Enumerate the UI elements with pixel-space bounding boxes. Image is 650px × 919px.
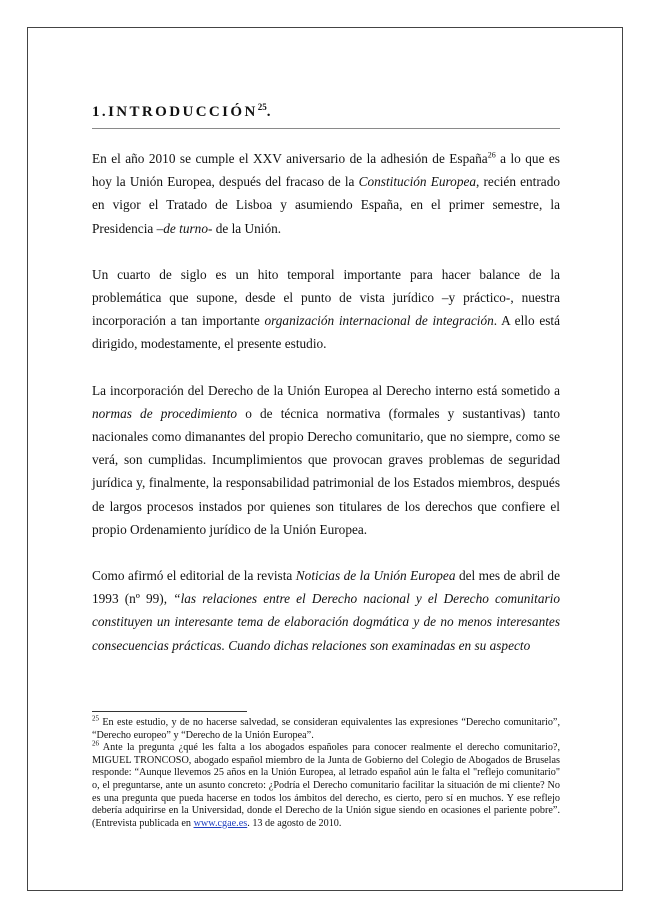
p1-text-a: En el año 2010 se cumple el XXV aniversario de la adhesión de España bbox=[92, 151, 488, 166]
p4-italic-1: Noticias de la Unión Europea bbox=[295, 568, 456, 584]
p1-text-c: , recién entrado en vigor el Tratado de Lisboa y asumiendo España, en el primer semestre, la Presidencia bbox=[92, 174, 560, 236]
footnote-26-tail: . 13 de agosto de 2010. bbox=[247, 817, 342, 829]
cgae-link[interactable]: www.cgae.es bbox=[193, 817, 248, 829]
section-heading bbox=[92, 98, 560, 121]
p1-italic-2: –de turno- bbox=[156, 220, 213, 236]
footnote-26-number: 26 bbox=[92, 739, 99, 748]
paragraph-2 bbox=[92, 263, 560, 356]
paragraph-4 bbox=[92, 564, 560, 657]
heading-trailing: . bbox=[266, 104, 273, 120]
p3-italic-1: normas de procedimiento bbox=[92, 405, 238, 421]
footnote-ref-26[interactable]: 26 bbox=[487, 150, 496, 160]
p2-text-a: Un cuarto de siglo es un hito temporal importante para hacer balance de la problemática que supone, desde el punto de vista jurídico –y práctico-, nuestra incorporación a tan importante bbox=[92, 266, 560, 329]
footnote-26 bbox=[92, 739, 560, 830]
p1-text-b: a lo que es hoy la Unión Europea, después del fracaso de la bbox=[92, 151, 560, 190]
footnotes bbox=[92, 711, 560, 830]
paragraph-1 bbox=[92, 147, 560, 240]
p4-text-b: del mes de abril de 1993 (nº 99), bbox=[92, 568, 560, 607]
footnote-25-text: En este estudio, y de no hacerse salvedad, se consideran equivalentes las expresiones “Derecho comunitario”, “Derecho europeo” y “Derecho de la Unión Europea”. bbox=[92, 717, 560, 741]
p2-italic-1: organización internacional de integración bbox=[264, 313, 494, 329]
heading-number: 1. bbox=[92, 104, 109, 120]
footnote-ref-25[interactable]: 25 bbox=[257, 102, 267, 112]
heading-underline bbox=[92, 128, 560, 129]
paragraph-3 bbox=[92, 379, 560, 541]
p4-text-a: Como afirmó el editorial de la revista bbox=[92, 568, 296, 584]
document-page bbox=[27, 27, 623, 891]
p1-text-d: de la Unión. bbox=[212, 220, 282, 236]
p3-text-b: o de técnica normativa (formales y sustantivas) tanto nacionales como dimanantes del propio Derecho comunitario, que no siempre, como se verá, son cumplidas. Incumplimientos que provocan graves problemas de seguridad jurídica y, finalmente, la responsabilidad patrimonial de los Estados miembros, después de largos procesos instados por quienes son titulares de los derechos que confiere el propio Ordenamiento jurídico de la Unión Europea. bbox=[92, 405, 561, 537]
footnote-separator bbox=[92, 711, 247, 712]
p3-text-a: La incorporación del Derecho de la Unión Europea al Derecho interno está sometido a bbox=[92, 382, 560, 398]
p4-italic-quote: “las relaciones entre el Derecho nacional y el Derecho comunitario constituyen un interesante tema de elaboración dogmática y de no menos interesantes consecuencias prácticas. Cuando dichas relaciones son examinadas en su aspecto bbox=[92, 591, 560, 653]
footnote-25 bbox=[92, 714, 560, 742]
footnote-26-text: Ante la pregunta ¿qué les falta a los abogados españoles para conocer realmente el derecho comunitario?, MIGUEL TRONCOSO, abogado español miembro de la Junta de Gobierno del Colegio de Abogados de Bruselas responde: “Aunque llevemos 25 años en la Unión Europea, al letrado español aún le falta el "reflejo comunitario" o, el preguntarse, ante un asunto concreto: ¿Podría el Derecho comunitario facilitar la situación de mi cliente? No es una pregunta que pueda hacerse en todos los ámbitos del derecho, es cierto, pero sí en muchos. Y ese reflejo debería adquirirse en la Universidad, donde el Derecho de la Unión sigue siendo en ocasiones el pariente pobre”. (Entrevista publicada en bbox=[92, 742, 560, 829]
footnote-25-number: 25 bbox=[92, 714, 99, 723]
main-content bbox=[92, 98, 560, 657]
p1-italic-1: Constitución Europea bbox=[358, 174, 477, 190]
p2-text-b: . A ello está dirigido, modestamente, el presente estudio. bbox=[92, 313, 560, 352]
heading-title: INTRODUCCIÓN bbox=[108, 104, 258, 120]
